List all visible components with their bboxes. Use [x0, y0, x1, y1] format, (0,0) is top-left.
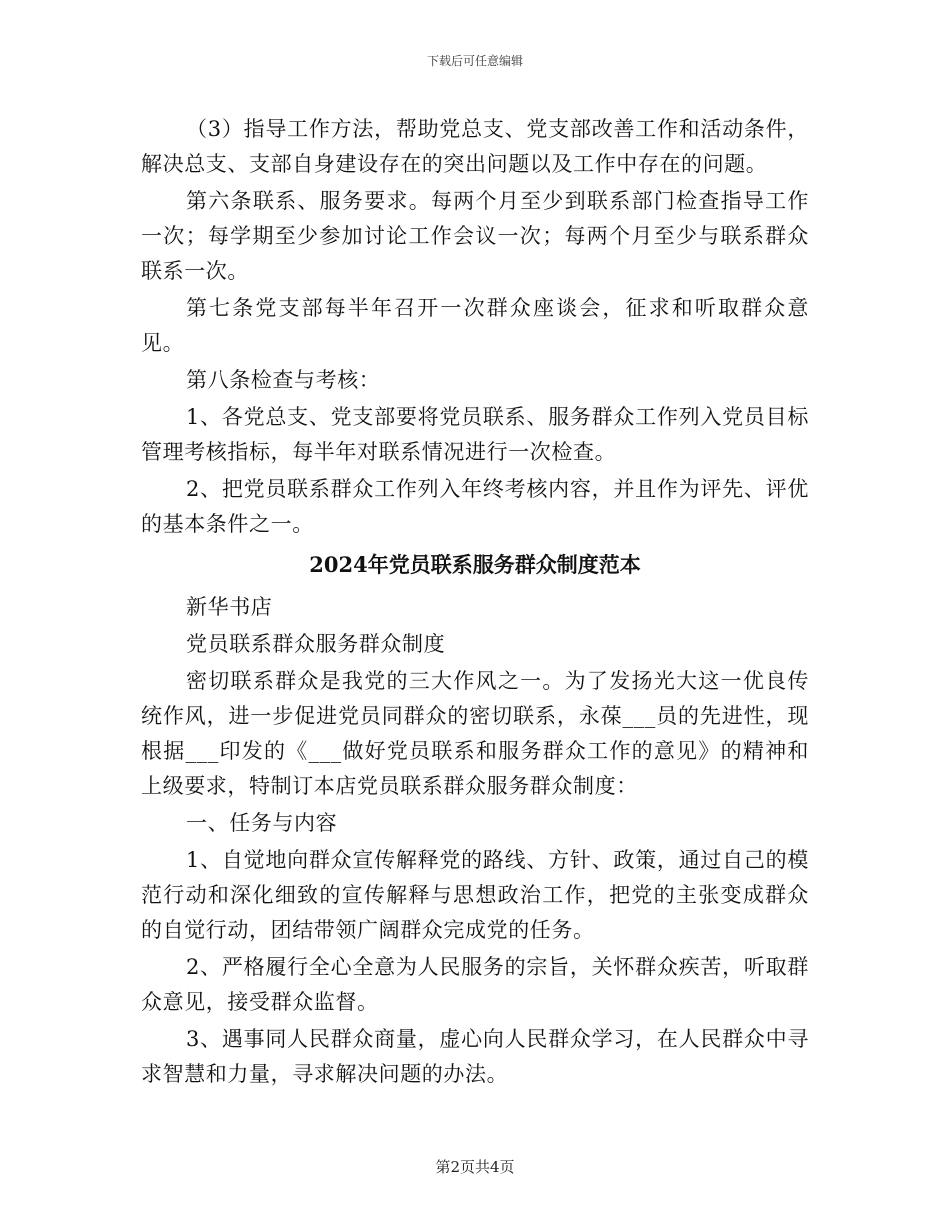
paragraph-article-6: 第六条联系、服务要求。每两个月至少到联系部门检查指导工作一次；每学期至少参加讨论工作会议一次；每两个月至少与联系群众联系一次。 — [141, 189, 809, 283]
paragraph-task-1: 1、自觉地向群众宣传解释党的路线、方针、政策，通过自己的模范行动和深化细致的宣传解释与思想政治工作，把党的主张变成群众的自觉行动，团结带领广阔群众完成党的任务。 — [141, 848, 809, 942]
paragraph-intro: 密切联系群众是我党的三大作风之一。为了发扬光大这一优良传统作风，进一步促进党员同群众的密切联系，永葆___员的先进性，现根据___印发的《___做好党员联系和服务群众工作的意见》的精神和上级要求，特制订本店党员联系群众服务群众制度： — [141, 669, 809, 798]
page-header-note: 下载后可任意编辑 — [426, 54, 523, 68]
paragraph-article-7: 第七条党支部每半年召开一次群众座谈会，征求和听取群众意见。 — [141, 296, 809, 355]
paragraph-task-3: 3、遇事同人民群众商量，虚心向人民群众学习，在人民群众中寻求智慧和力量，寻求解决问题的办法。 — [141, 1027, 809, 1086]
paragraph-item-1: 1、各党总支、党支部要将党员联系、服务群众工作列入党员目标管理考核指标，每半年对联系情况进行一次检查。 — [141, 405, 809, 464]
paragraph-item-2: 2、把党员联系群众工作列入年终考核内容，并且作为评先、评优的基本条件之一。 — [141, 477, 809, 536]
page-number-footer: 第2页共4页 — [435, 1158, 515, 1176]
paragraph-task-2: 2、严格履行全心全意为人民服务的宗旨，关怀群众疾苦，听取群众意见，接受群众监督。 — [141, 955, 809, 1014]
paragraph-system-name: 党员联系群众服务群众制度 — [186, 632, 446, 656]
paragraph-organization: 新华书店 — [186, 595, 273, 619]
paragraph-article-8: 第八条检查与考核： — [186, 368, 381, 392]
paragraph-section-heading: 一、任务与内容 — [186, 811, 338, 835]
document-title: 2024年党员联系服务群众制度范本 — [309, 552, 641, 577]
document-body — [141, 112, 809, 1094]
paragraph-guidance: （3）指导工作方法，帮助党总支、党支部改善工作和活动条件，解决总支、支部自身建设存在的突出问题以及工作中存在的问题。 — [141, 117, 809, 176]
